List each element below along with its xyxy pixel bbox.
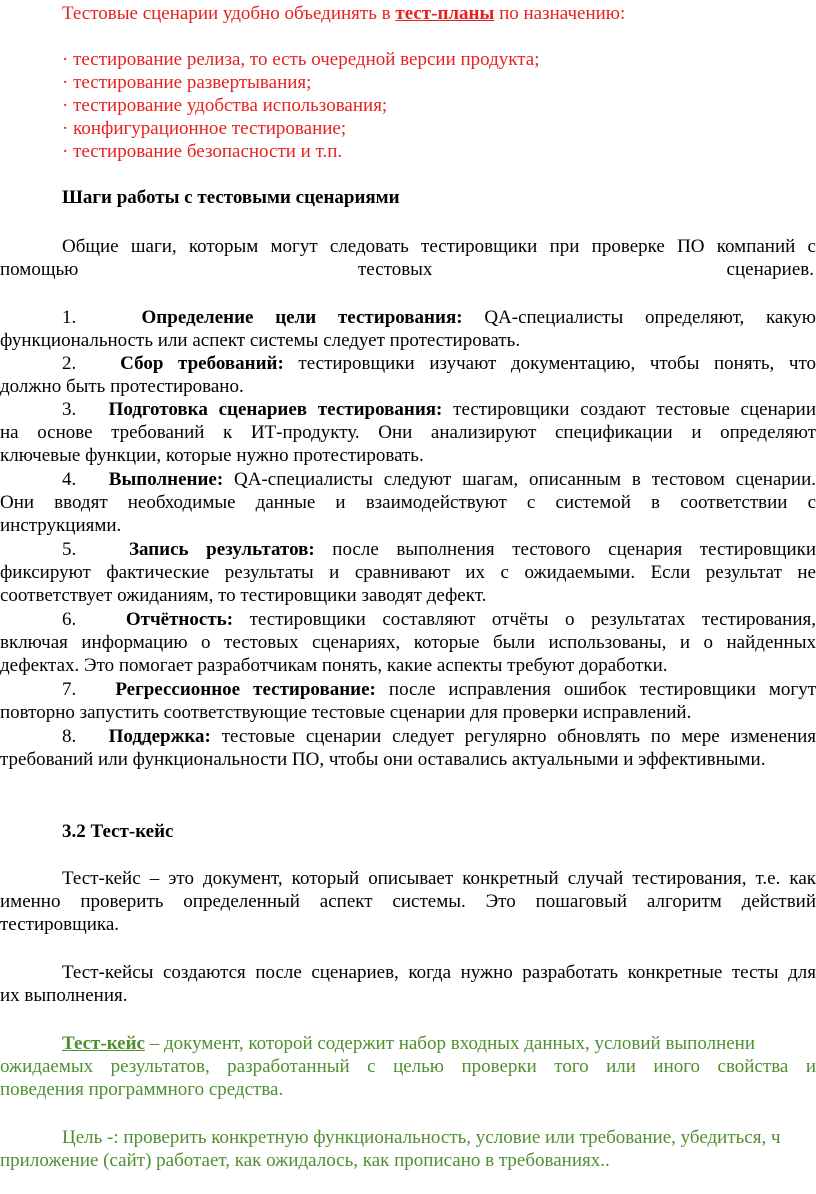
intro-text-before: Тестовые сценарии удобно объединять в — [62, 3, 396, 24]
bullet-item: · тестирование безопасности и т.п. — [62, 141, 343, 162]
step-title: Отчётность: — [125, 609, 234, 630]
tc-def-line-1: Тест-кейс – это документ, который описывает конкретный случай тестирования, т.е. как — [62, 868, 816, 889]
step-7-line-1 — [62, 678, 816, 701]
step-3-line-2: на основе требований к ИТ-продукту. Они анализируют спецификации и определяют — [0, 422, 816, 443]
test-case-term[interactable]: Тест-кейс — [62, 1033, 145, 1054]
step-text: после выполнения тестового сценария тестировщики — [332, 539, 816, 560]
tc-goal-line-1: Цель -: проверить конкретную функциональность, условие или требование, убедиться, ч — [62, 1127, 781, 1148]
tc-green-line-1 — [62, 1032, 755, 1055]
step-6-line-3: дефектах. Это помогает разработчикам понять, какие аспекты требуют доработки. — [0, 655, 668, 676]
general-word-3: сценариев. — [726, 259, 814, 280]
step-2-line-1 — [62, 352, 816, 375]
step-5-line-3: соответствует ожиданиям, то тестировщики заводят дефект. — [0, 585, 487, 606]
tc-when-line-1: Тест-кейсы создаются после сценариев, когда нужно разработать конкретные тесты для — [62, 962, 816, 983]
step-title: Подготовка сценариев тестирования: — [108, 399, 443, 420]
step-5-line-2: фиксируют фактические результаты и сравнивают их с ожидаемыми. Если результат не — [0, 562, 816, 583]
section-heading: 3.2 Тест-кейс — [62, 821, 174, 842]
step-5-line-1 — [62, 538, 816, 561]
step-text: тестовые сценарии следует регулярно обновлять по мере изменения — [221, 726, 816, 747]
test-plans-link[interactable]: тест-планы — [395, 3, 495, 24]
step-number: 5. — [62, 539, 77, 560]
step-3-line-1 — [62, 398, 816, 421]
step-title: Регрессионное тестирование: — [115, 679, 376, 700]
step-text: QA-специалисты определяют, какую — [484, 307, 816, 328]
step-title: Определение цели тестирования: — [141, 307, 463, 328]
step-text: QA-специалисты следуют шагам, описанным в тестовом сценарии. — [234, 469, 816, 490]
general-word-2: тестовых — [358, 259, 433, 280]
tc-green-line-2: ожидаемых результатов, разработанный с целью проверки того или иного свойства и — [0, 1056, 816, 1077]
intro-line — [62, 2, 625, 25]
step-8-line-1 — [62, 725, 816, 748]
step-text: тестировщики создают тестовые сценарии — [453, 399, 816, 420]
tc-def-line-2: именно проверить определенный аспект системы. Это пошаговый алгоритм действий — [0, 891, 816, 912]
step-number: 8. — [62, 726, 77, 747]
step-number: 6. — [62, 609, 77, 630]
step-4-line-2: Они вводят необходимые данные и взаимодействуют с системой в соответствии с — [0, 492, 816, 513]
general-line-1: Общие шаги, которым могут следовать тестировщики при проверке ПО компаний с — [62, 236, 816, 257]
step-8-line-2: требований или функциональности ПО, чтобы они оставались актуальными и эффективными. — [0, 749, 766, 770]
step-6-line-2: включая информацию о тестовых сценариях, которые были использованы, и о найденных — [0, 632, 816, 653]
step-number: 2. — [62, 353, 77, 374]
bullet-item: · конфигурационное тестирование; — [62, 118, 347, 139]
bullet-item: · тестирование развертывания; — [62, 72, 312, 93]
tc-green-text: – документ, которой содержит набор входных данных, условий выполнени — [145, 1033, 756, 1054]
step-2-line-2: должно быть протестировано. — [0, 376, 244, 397]
bullet-item: · тестирование удобства использования; — [62, 95, 388, 116]
step-title: Поддержка: — [108, 726, 211, 747]
tc-def-line-3: тестировщика. — [0, 914, 120, 935]
step-1-line-2: функциональность или аспект системы следует протестировать. — [0, 330, 521, 351]
step-1-line-1 — [62, 306, 816, 329]
tc-goal-line-2: приложение (сайт) работает, как ожидалось, как прописано в требованиях.. — [0, 1150, 610, 1171]
section-heading: Шаги работы с тестовыми сценариями — [62, 187, 400, 208]
step-text: тестировщики изучают документацию, чтобы понять, что — [298, 353, 816, 374]
step-text: тестировщики составляют отчёты о результатах тестирования, — [249, 609, 816, 630]
step-number: 1. — [62, 307, 77, 328]
step-7-line-2: повторно запустить соответствующие тестовые сценарии для проверки исправлений. — [0, 702, 692, 723]
tc-green-line-3: поведения программного средства. — [0, 1079, 284, 1100]
step-number: 4. — [62, 469, 77, 490]
step-number: 7. — [62, 679, 77, 700]
intro-text-after: по назначению: — [494, 3, 626, 24]
step-6-line-1 — [62, 608, 816, 631]
bullet-item: · тестирование релиза, то есть очередной версии продукта; — [62, 49, 540, 70]
step-title: Запись результатов: — [128, 539, 315, 560]
step-3-line-3: ключевые функции, которые нужно протестировать. — [0, 445, 424, 466]
step-title: Выполнение: — [108, 469, 224, 490]
tc-when-line-2: их выполнения. — [0, 985, 128, 1006]
step-number: 3. — [62, 399, 77, 420]
step-title: Сбор требований: — [120, 353, 284, 374]
step-4-line-1 — [62, 468, 816, 491]
step-text: после исправления ошибок тестировщики могут — [388, 679, 816, 700]
step-4-line-3: инструкциями. — [0, 515, 122, 536]
general-word-1: помощью — [0, 259, 79, 280]
